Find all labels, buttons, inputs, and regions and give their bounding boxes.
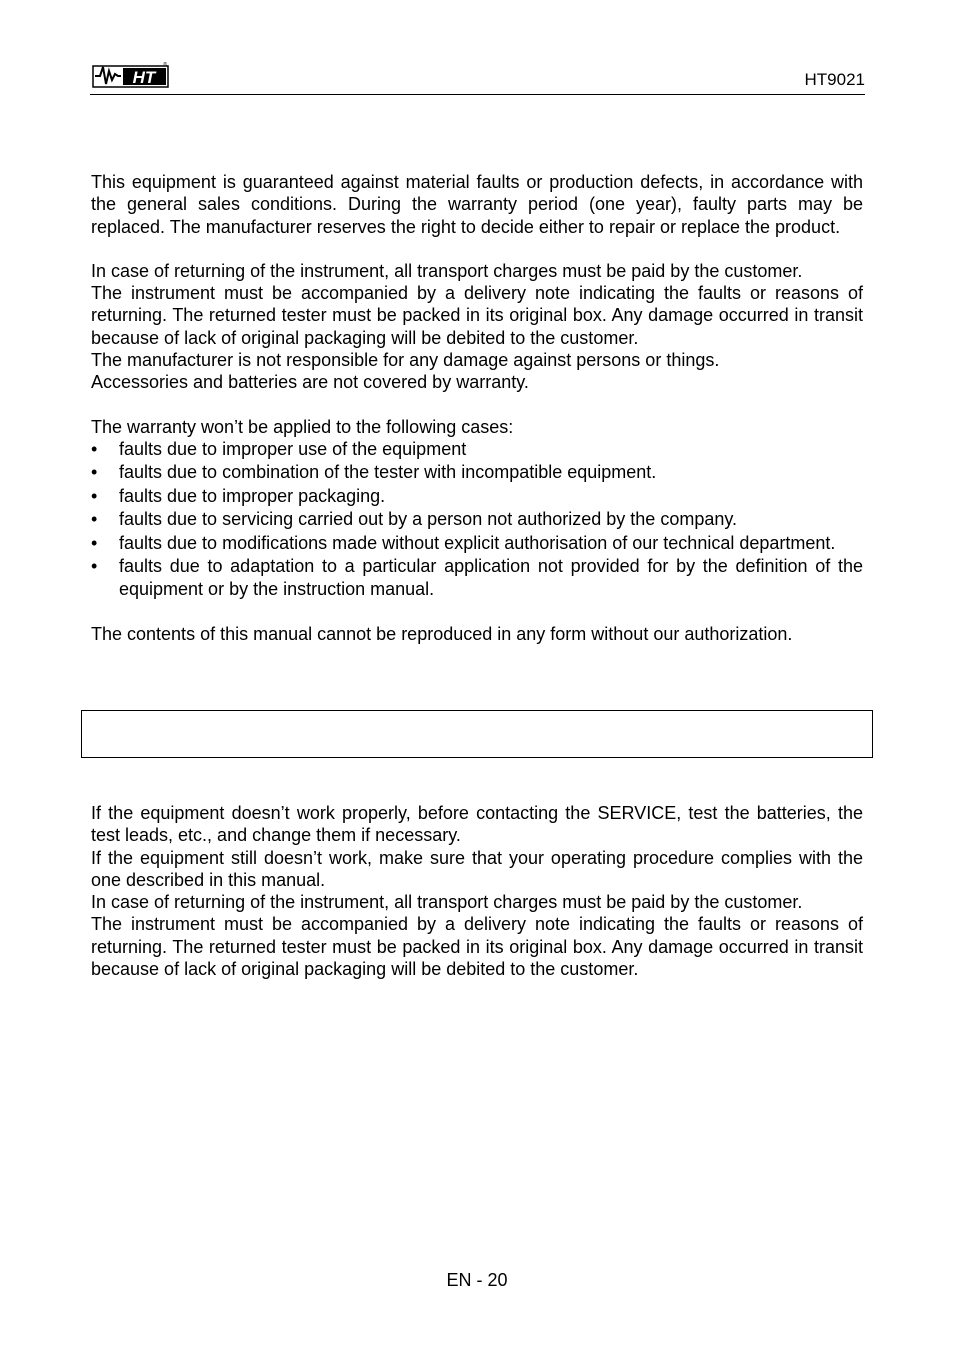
service-delivery-line: The instrument must be accompanied by a delivery note indicating the faults or reasons of returning. The returned tester must be packed in its original box. Any damage occurred in transit because of lack of original packaging will be debited to the customer. xyxy=(91,914,863,980)
accessories-line: Accessories and batteries are not covered by warranty. xyxy=(91,372,529,393)
service-check-line: If the equipment doesn’t work properly, before contacting the SERVICE, test the batteries, the test leads, etc., and change them if necessary. xyxy=(91,803,863,846)
ht-logo-icon xyxy=(92,62,170,88)
list-item: • faults due to improper use of the equipment xyxy=(91,438,467,459)
bullet-icon: • xyxy=(91,462,98,483)
svg-text:HT: HT xyxy=(132,68,156,87)
exclusions-intro: The warranty won’t be applied to the following cases: xyxy=(91,416,514,437)
model-number: HT9021 xyxy=(804,70,865,89)
bullet-icon: • xyxy=(91,438,98,459)
list-item: • faults due to improper packaging. xyxy=(91,485,386,506)
exclusions-list xyxy=(91,438,863,600)
reproduction-notice: The contents of this manual cannot be reproduced in any form without our authorization. xyxy=(91,624,793,645)
service-procedure-line: If the equipment still doesn’t work, make sure that your operating procedure complies with the one described in this manual. xyxy=(91,847,863,890)
svg-text:®: ® xyxy=(163,62,167,68)
warranty-paragraph: This equipment is guaranteed against material faults or production defects, in accordance with the general sales conditions. During the warranty period (one year), faulty parts may be replaced. The manufacturer reserves the right to decide either to repair or replace the product. xyxy=(91,172,863,237)
header-divider xyxy=(90,94,865,95)
bullet-icon: • xyxy=(91,532,98,553)
list-item: • faults due to modifications made without explicit authorisation of our technical department. xyxy=(91,532,836,553)
warranty-section xyxy=(91,171,863,645)
liability-line: The manufacturer is not responsible for any damage against persons or things. xyxy=(91,350,720,371)
returns-line: In case of returning of the instrument, all transport charges must be paid by the customer. xyxy=(91,260,803,281)
bullet-icon: • xyxy=(91,556,98,577)
service-section xyxy=(91,802,863,980)
list-item: • faults due to servicing carried out by a person not authorized by the company. xyxy=(91,509,738,530)
bullet-icon: • xyxy=(91,485,98,506)
list-item: • faults due to combination of the tester with incompatible equipment. xyxy=(91,462,657,483)
page-number: EN - 20 xyxy=(446,1270,508,1290)
service-returns-line: In case of returning of the instrument, all transport charges must be paid by the customer. xyxy=(91,892,803,913)
section-heading-box xyxy=(81,710,873,758)
bullet-icon: • xyxy=(91,509,98,530)
delivery-note-line: The instrument must be accompanied by a delivery note indicating the faults or reasons of returning. The returned tester must be packed in its original box. Any damage occurred in transit because of lack of original packaging will be debited to the customer. xyxy=(91,283,863,348)
list-item: • faults due to adaptation to a particular application not provided for by the definition of the equipment or by the instruction manual. xyxy=(91,556,863,599)
